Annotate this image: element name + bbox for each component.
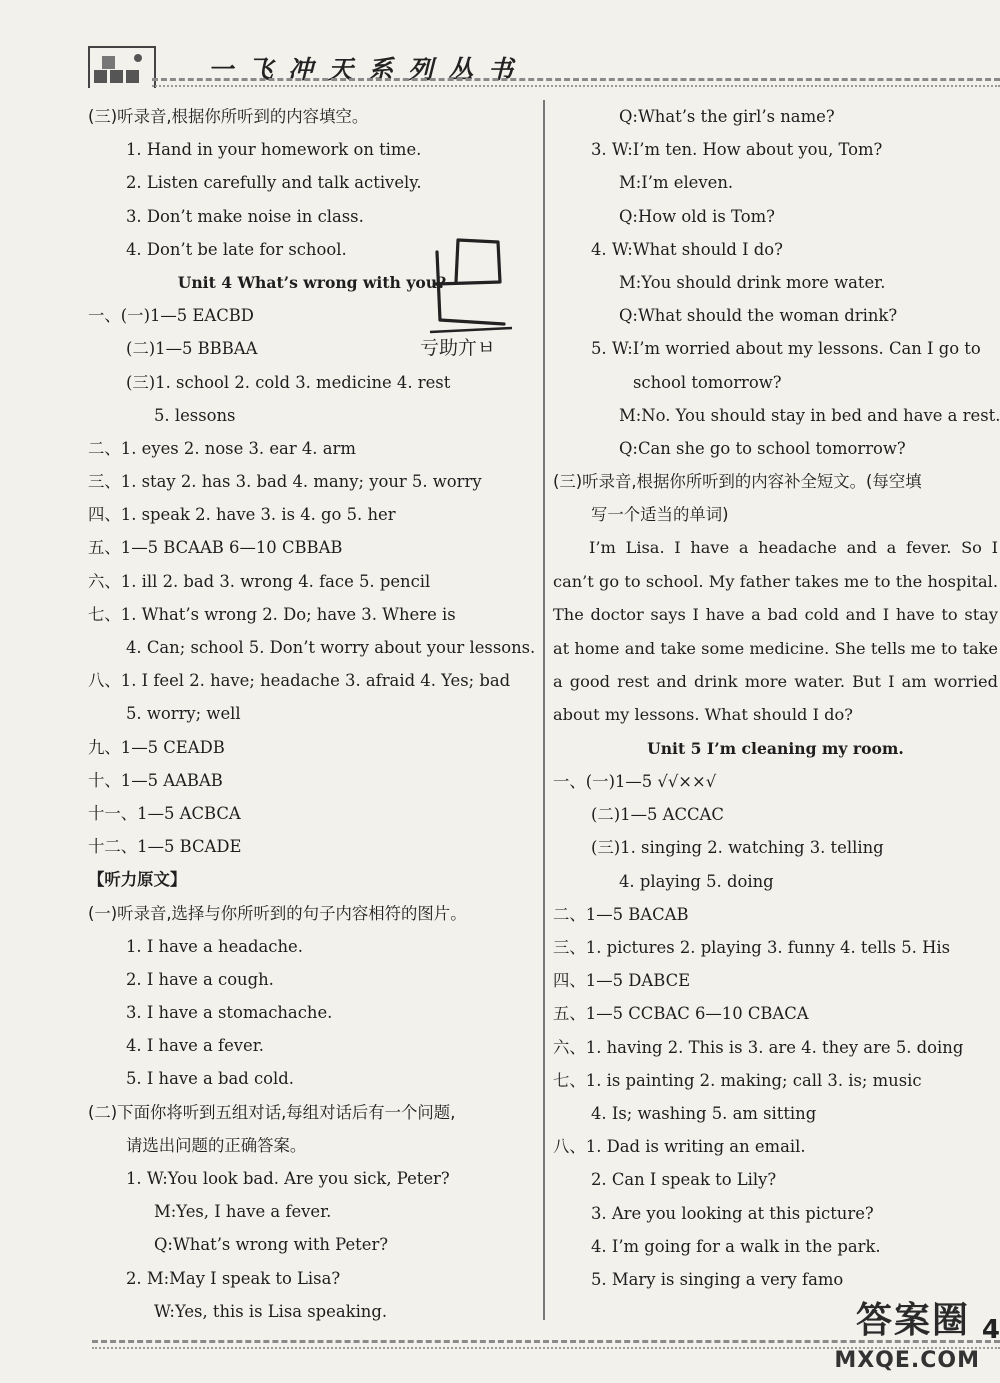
text-line: (二)1—5 BBBAA (126, 339, 258, 359)
text-line: 3. I have a stomachache. (126, 1003, 333, 1023)
text-line: 2. Listen carefully and talk actively. (126, 173, 422, 193)
text-line: 八、1. Dad is writing an email. (553, 1137, 806, 1157)
text-line: Unit 4 What’s wrong with you? (177, 272, 447, 292)
text-line: 5. worry; well (126, 704, 241, 724)
scribble-text: 亏助亣ㅂ (420, 337, 496, 359)
text-line: Q:How old is Tom? (619, 206, 775, 226)
text-line: school tomorrow? (633, 372, 782, 392)
header-rule (152, 78, 1000, 81)
page-header (88, 44, 1000, 92)
text-line: (三)听录音,根据你所听到的内容填空。 (88, 107, 369, 126)
text-line: 四、1—5 DABCE (553, 971, 691, 991)
text-line: 4. I’m going for a walk in the park. (591, 1236, 881, 1256)
passage-paragraph: I’m Lisa. I have a headache and a fever. So I can’t go to school. My father takes me to the hospital. The doctor says I have a bad cold and I have to stay at home and take some medicine. She tells me to take a good rest and drink more water. But I am worried about my lessons. What should I do? (553, 538, 998, 725)
watermark-logo: 答案圈 (855, 1300, 970, 1341)
text-line: 十二、1—5 BCADE (88, 837, 242, 857)
right-column-dialogues (553, 100, 998, 531)
text-line: 一、(一)1—5 √√××√ (553, 772, 717, 792)
text-line: 3. W:I’m ten. How about you, Tom? (591, 140, 883, 160)
text-line: (三)1. school 2. cold 3. medicine 4. rest (126, 372, 451, 392)
handwritten-scribble (412, 232, 518, 362)
text-line: 5. W:I’m worried about my lessons. Can I go to (591, 339, 981, 359)
text-line: 4. playing 5. doing (619, 871, 774, 891)
series-title: 一飞冲天系列丛书 (208, 55, 529, 84)
text-line: 4. Is; washing 5. am sitting (591, 1103, 817, 1123)
series-logo-icon (88, 46, 156, 88)
text-line: 4. I have a fever. (126, 1036, 264, 1056)
text-line: 五、1—5 CCBAC 6—10 CBACA (553, 1004, 809, 1024)
text-line: M:You should drink more water. (619, 272, 886, 292)
text-line: 3. Are you looking at this picture? (591, 1203, 874, 1223)
text-line: 4. Can; school 5. Don’t worry about your lessons. (126, 638, 536, 657)
text-line: 5. Mary is singing a very famo (591, 1269, 844, 1289)
text-line: M:I’m eleven. (619, 173, 734, 193)
text-line: 请选出问题的正确答案。 (126, 1135, 307, 1155)
text-line: 三、1. pictures 2. playing 3. funny 4. tells 5. His (553, 938, 951, 957)
right-column-unit5 (553, 732, 998, 1296)
text-line: 1. Hand in your homework on time. (126, 140, 422, 160)
text-line: 六、1. ill 2. bad 3. wrong 4. face 5. pencil (88, 571, 431, 591)
text-line: 【听力原文】 (88, 870, 187, 890)
text-line: 一、(一)1—5 EACBD (88, 306, 254, 326)
text-line: (三)听录音,根据你所听到的内容补全短文。(每空填 (553, 472, 922, 492)
text-line: Q:What’s wrong with Peter? (154, 1235, 389, 1255)
text-line: W:Yes, this is Lisa speaking. (154, 1301, 388, 1321)
text-line: (一)听录音,选择与你所听到的句子内容相符的图片。 (88, 903, 467, 923)
text-line: 5. lessons (154, 405, 236, 425)
text-line: 三、1. stay 2. has 3. bad 4. many; your 5. worry (88, 472, 482, 492)
text-line: Unit 5 I’m cleaning my room. (647, 738, 904, 758)
text-line: Q:Can she go to school tomorrow? (619, 438, 906, 458)
text-line: 2. I have a cough. (126, 969, 274, 989)
column-divider (543, 100, 545, 1320)
text-line: 1. W:You look bad. Are you sick, Peter? (126, 1169, 450, 1188)
text-line: 十一、1—5 ACBCA (88, 803, 241, 823)
text-line: 写一个适当的单词) (591, 505, 729, 525)
text-line: 二、1. eyes 2. nose 3. ear 4. arm (88, 438, 356, 458)
text-line: 4. W:What should I do? (591, 239, 783, 259)
text-line: M:Yes, I have a fever. (154, 1202, 332, 1222)
text-line: 2. Can I speak to Lily? (591, 1170, 777, 1190)
text-line: 九、1—5 CEADB (88, 737, 225, 757)
text-line: Q:What should the woman drink? (619, 306, 898, 326)
text-line: M:No. You should stay in bed and have a rest. (619, 405, 1000, 425)
text-line: 2. M:May I speak to Lisa? (126, 1268, 341, 1288)
text-line: 七、1. What’s wrong 2. Do; have 3. Where is (88, 604, 456, 624)
text-line: 六、1. having 2. This is 3. are 4. they are 5. doing (553, 1037, 964, 1057)
text-line: 十、1—5 AABAB (88, 770, 223, 790)
text-line: 4. Don’t be late for school. (126, 239, 347, 259)
text-line: 二、1—5 BACAB (553, 904, 689, 924)
right-column (553, 100, 998, 1296)
text-line: (三)1. singing 2. watching 3. telling (591, 838, 884, 858)
text-line: (二)下面你将听到五组对话,每组对话后有一个问题, (88, 1102, 456, 1122)
text-line: (二)1—5 ACCAC (591, 805, 724, 825)
text-line: 1. I have a headache. (126, 936, 303, 956)
text-line: 五、1—5 BCAAB 6—10 CBBAB (88, 538, 343, 558)
text-line: 八、1. I feel 2. have; headache 3. afraid 4. Yes; bad (88, 671, 511, 691)
header-rule-dotted (152, 85, 1000, 87)
page-number: 4 (981, 1315, 1000, 1345)
watermark-url: MXQE.COM (834, 1348, 980, 1373)
text-line: 四、1. speak 2. have 3. is 4. go 5. her (88, 505, 396, 525)
text-line: 3. Don’t make noise in class. (126, 206, 364, 226)
text-line: Q:What’s the girl’s name? (619, 107, 835, 126)
text-line: 5. I have a bad cold. (126, 1069, 294, 1089)
text-line: 七、1. is painting 2. making; call 3. is; music (553, 1070, 922, 1090)
